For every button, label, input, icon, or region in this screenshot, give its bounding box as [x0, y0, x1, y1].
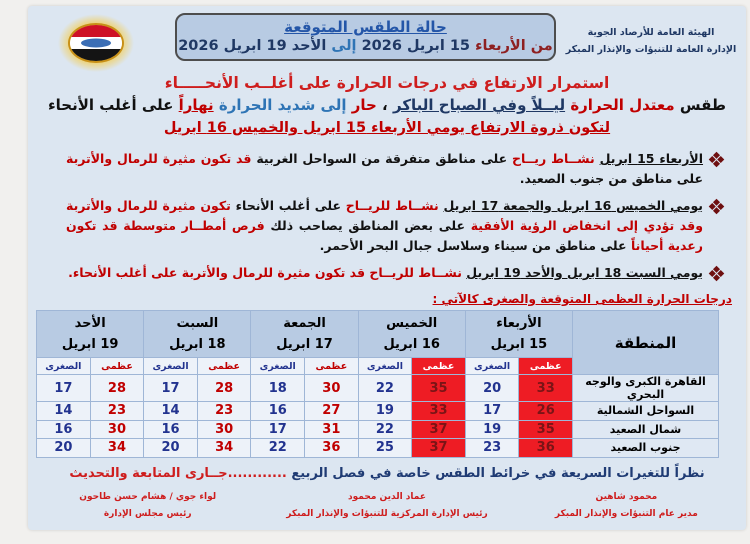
max-temp: 34: [90, 439, 144, 458]
day-header: الأحد 19 ابريل: [37, 311, 144, 358]
max-temp: 34: [197, 439, 251, 458]
max-subheader: عظمى: [519, 358, 573, 375]
weather-bulletin-card: [28, 6, 746, 530]
bullet-diamond-icon: [709, 266, 725, 282]
organization-name: [560, 24, 742, 58]
region-column-header: المنطقة: [573, 311, 719, 375]
bullet-text: يومي الخميس 16 ابريل والجمعة 17 ابريل نشــاط للريــاح على أغلب الأنحاء تكون مثيرة للرمال والأتربة وقد تؤدي إلى انخفاض الرؤية الأفقية على بعض المناطق يصاحب ذلك فرص أمطــار متوسطة قد تكون رعدية أحياناً على مناطق من سيناء وسلاسل جبال البحر الأحمر.: [66, 198, 703, 253]
max-temp: 23: [197, 402, 251, 421]
min-temp: 20: [37, 439, 91, 458]
max-subheader: عظمى: [197, 358, 251, 375]
bullet-wednesday: [66, 149, 722, 189]
temperature-table: [36, 310, 719, 458]
min-temp: 16: [251, 402, 305, 421]
summary-line: طقس معتدل الحرارة ليــلاً وفي الصباح الباكر ، حار إلى شديد الحرارة نهاراً على أغلب الأنحاء: [47, 96, 727, 114]
max-temp: 35: [412, 375, 466, 402]
bullet-diamond-icon: [709, 152, 725, 168]
max-temp: 35: [519, 420, 573, 439]
min-temp: 17: [465, 402, 519, 421]
max-subheader: عظمى: [90, 358, 144, 375]
cloud-icon: [81, 39, 111, 48]
max-temp: 37: [412, 439, 466, 458]
min-temp: 17: [144, 375, 198, 402]
bullet-thursday-friday: [66, 196, 722, 256]
forecast-bullets: [28, 149, 746, 283]
max-temp: 36: [305, 439, 359, 458]
max-temp: 28: [90, 375, 144, 402]
bulletin-body: [28, 6, 746, 523]
max-temp: 36: [519, 439, 573, 458]
max-subheader: عظمى: [412, 358, 466, 375]
max-temp: 33: [519, 375, 573, 402]
day-header: الأربعاء 15 ابريل: [465, 311, 572, 358]
day-header: الخميس 16 ابريل: [358, 311, 465, 358]
egypt-flag-oval-icon: [68, 23, 124, 63]
max-temp: 37: [412, 420, 466, 439]
min-subheader: الصغرى: [358, 358, 412, 375]
org-line-1: الهيئة العامة للأرصاد الجوية: [587, 27, 715, 38]
table-row: [37, 420, 719, 439]
min-temp: 19: [358, 402, 412, 421]
signature-name: لواء جوي / هشام حسن طاحون: [79, 491, 217, 502]
signatures-row: [28, 489, 746, 523]
max-temp: 23: [90, 402, 144, 421]
min-temp: 16: [37, 420, 91, 439]
max-temp: 30: [90, 420, 144, 439]
signature-title: رئيس مجلس الإدارة: [103, 508, 192, 519]
min-temp: 17: [251, 420, 305, 439]
headline: استمرار الارتفاع في درجات الحرارة على أغلــب الأنحـــــاء: [164, 74, 610, 92]
page-title: حالة الطقس المتوقعة: [284, 18, 447, 36]
min-temp: 23: [465, 439, 519, 458]
min-temp: 22: [251, 439, 305, 458]
day-header: السبت 18 ابريل: [144, 311, 251, 358]
min-temp: 17: [37, 375, 91, 402]
table-body: [37, 375, 719, 458]
meteorological-authority-logo-icon: [58, 14, 134, 72]
min-temp: 14: [37, 402, 91, 421]
date-from: من الأربعاء: [475, 38, 553, 54]
signature-block: [267, 489, 506, 523]
max-temp: 27: [305, 402, 359, 421]
signature-title: رئيس الإدارة المركزية للتنبؤات والإنذار المبكر: [286, 508, 488, 519]
bullet-diamond-icon: [709, 199, 725, 215]
min-temp: 20: [465, 375, 519, 402]
table-row: [37, 439, 719, 458]
region-name: شمال الصعيد: [573, 420, 719, 439]
min-subheader: الصغرى: [37, 358, 91, 375]
signature-name: عماد الدين محمود: [348, 491, 426, 502]
max-temp: 33: [412, 402, 466, 421]
min-temp: 25: [358, 439, 412, 458]
min-temp: 14: [144, 402, 198, 421]
min-temp: 19: [465, 420, 519, 439]
monitoring-note: نظراً للتغيرات السريعة في خرائط الطقس خاصة في فصل الربيع ............جــارى المتابعة والتحديث: [69, 465, 705, 481]
max-subheader: عظمى: [305, 358, 359, 375]
region-name: جنوب الصعيد: [573, 439, 719, 458]
region-name: السواحل الشمالية: [573, 402, 719, 421]
table-header: [37, 311, 719, 375]
table-row: [37, 402, 719, 421]
min-temp: 22: [358, 375, 412, 402]
min-temp: 18: [251, 375, 305, 402]
max-temp: 26: [519, 402, 573, 421]
date-end: الأحد 19 ابريل 2026: [178, 38, 327, 54]
title-box: [175, 13, 556, 61]
day-header: الجمعة 17 ابريل: [251, 311, 358, 358]
signature-block: [28, 489, 267, 523]
signature-title: مدير عام التنبؤات والإنذار المبكر: [554, 508, 698, 519]
date-range: [177, 38, 554, 54]
temperature-table-note: درجات الحرارة العظمى المتوقعة والصغرى كالآتي :: [432, 292, 732, 306]
min-subheader: الصغرى: [465, 358, 519, 375]
min-subheader: الصغرى: [251, 358, 305, 375]
min-temp: 20: [144, 439, 198, 458]
date-to-word: إلى: [331, 38, 357, 54]
date-start: 15 ابريل 2026: [361, 38, 471, 54]
min-temp: 16: [144, 420, 198, 439]
max-temp: 30: [197, 420, 251, 439]
signature-block: [507, 489, 746, 523]
table-row: [37, 375, 719, 402]
org-line-2: الإدارة العامة للتنبؤات والإنذار المبكر: [565, 44, 737, 56]
signature-name: محمود شاهين: [595, 491, 658, 502]
min-temp: 22: [358, 420, 412, 439]
peak-heat-line: لتكون ذروة الارتفاع يومي الأربعاء 15 ابريل والخميس 16 ابريل: [163, 120, 611, 136]
max-temp: 31: [305, 420, 359, 439]
min-subheader: الصغرى: [144, 358, 198, 375]
bullet-saturday-sunday: [66, 263, 722, 283]
region-name: القاهرة الكبرى والوجه البحري: [573, 375, 719, 402]
max-temp: 30: [305, 375, 359, 402]
bullet-text: الأربعاء 15 ابريل نشــاط ريــاح على مناطق متفرقة من السواحل الغربية قد تكون مثيرة للرمال والأتربة على مناطق من جنوب الصعيد.: [66, 151, 704, 186]
bullet-text: يومي السبت 18 ابريل والأحد 19 ابريل نشــاط للريــاح قد تكون مثيرة للرمال والأتربة على أغلب الأنحاء.: [68, 265, 703, 280]
max-temp: 28: [197, 375, 251, 402]
